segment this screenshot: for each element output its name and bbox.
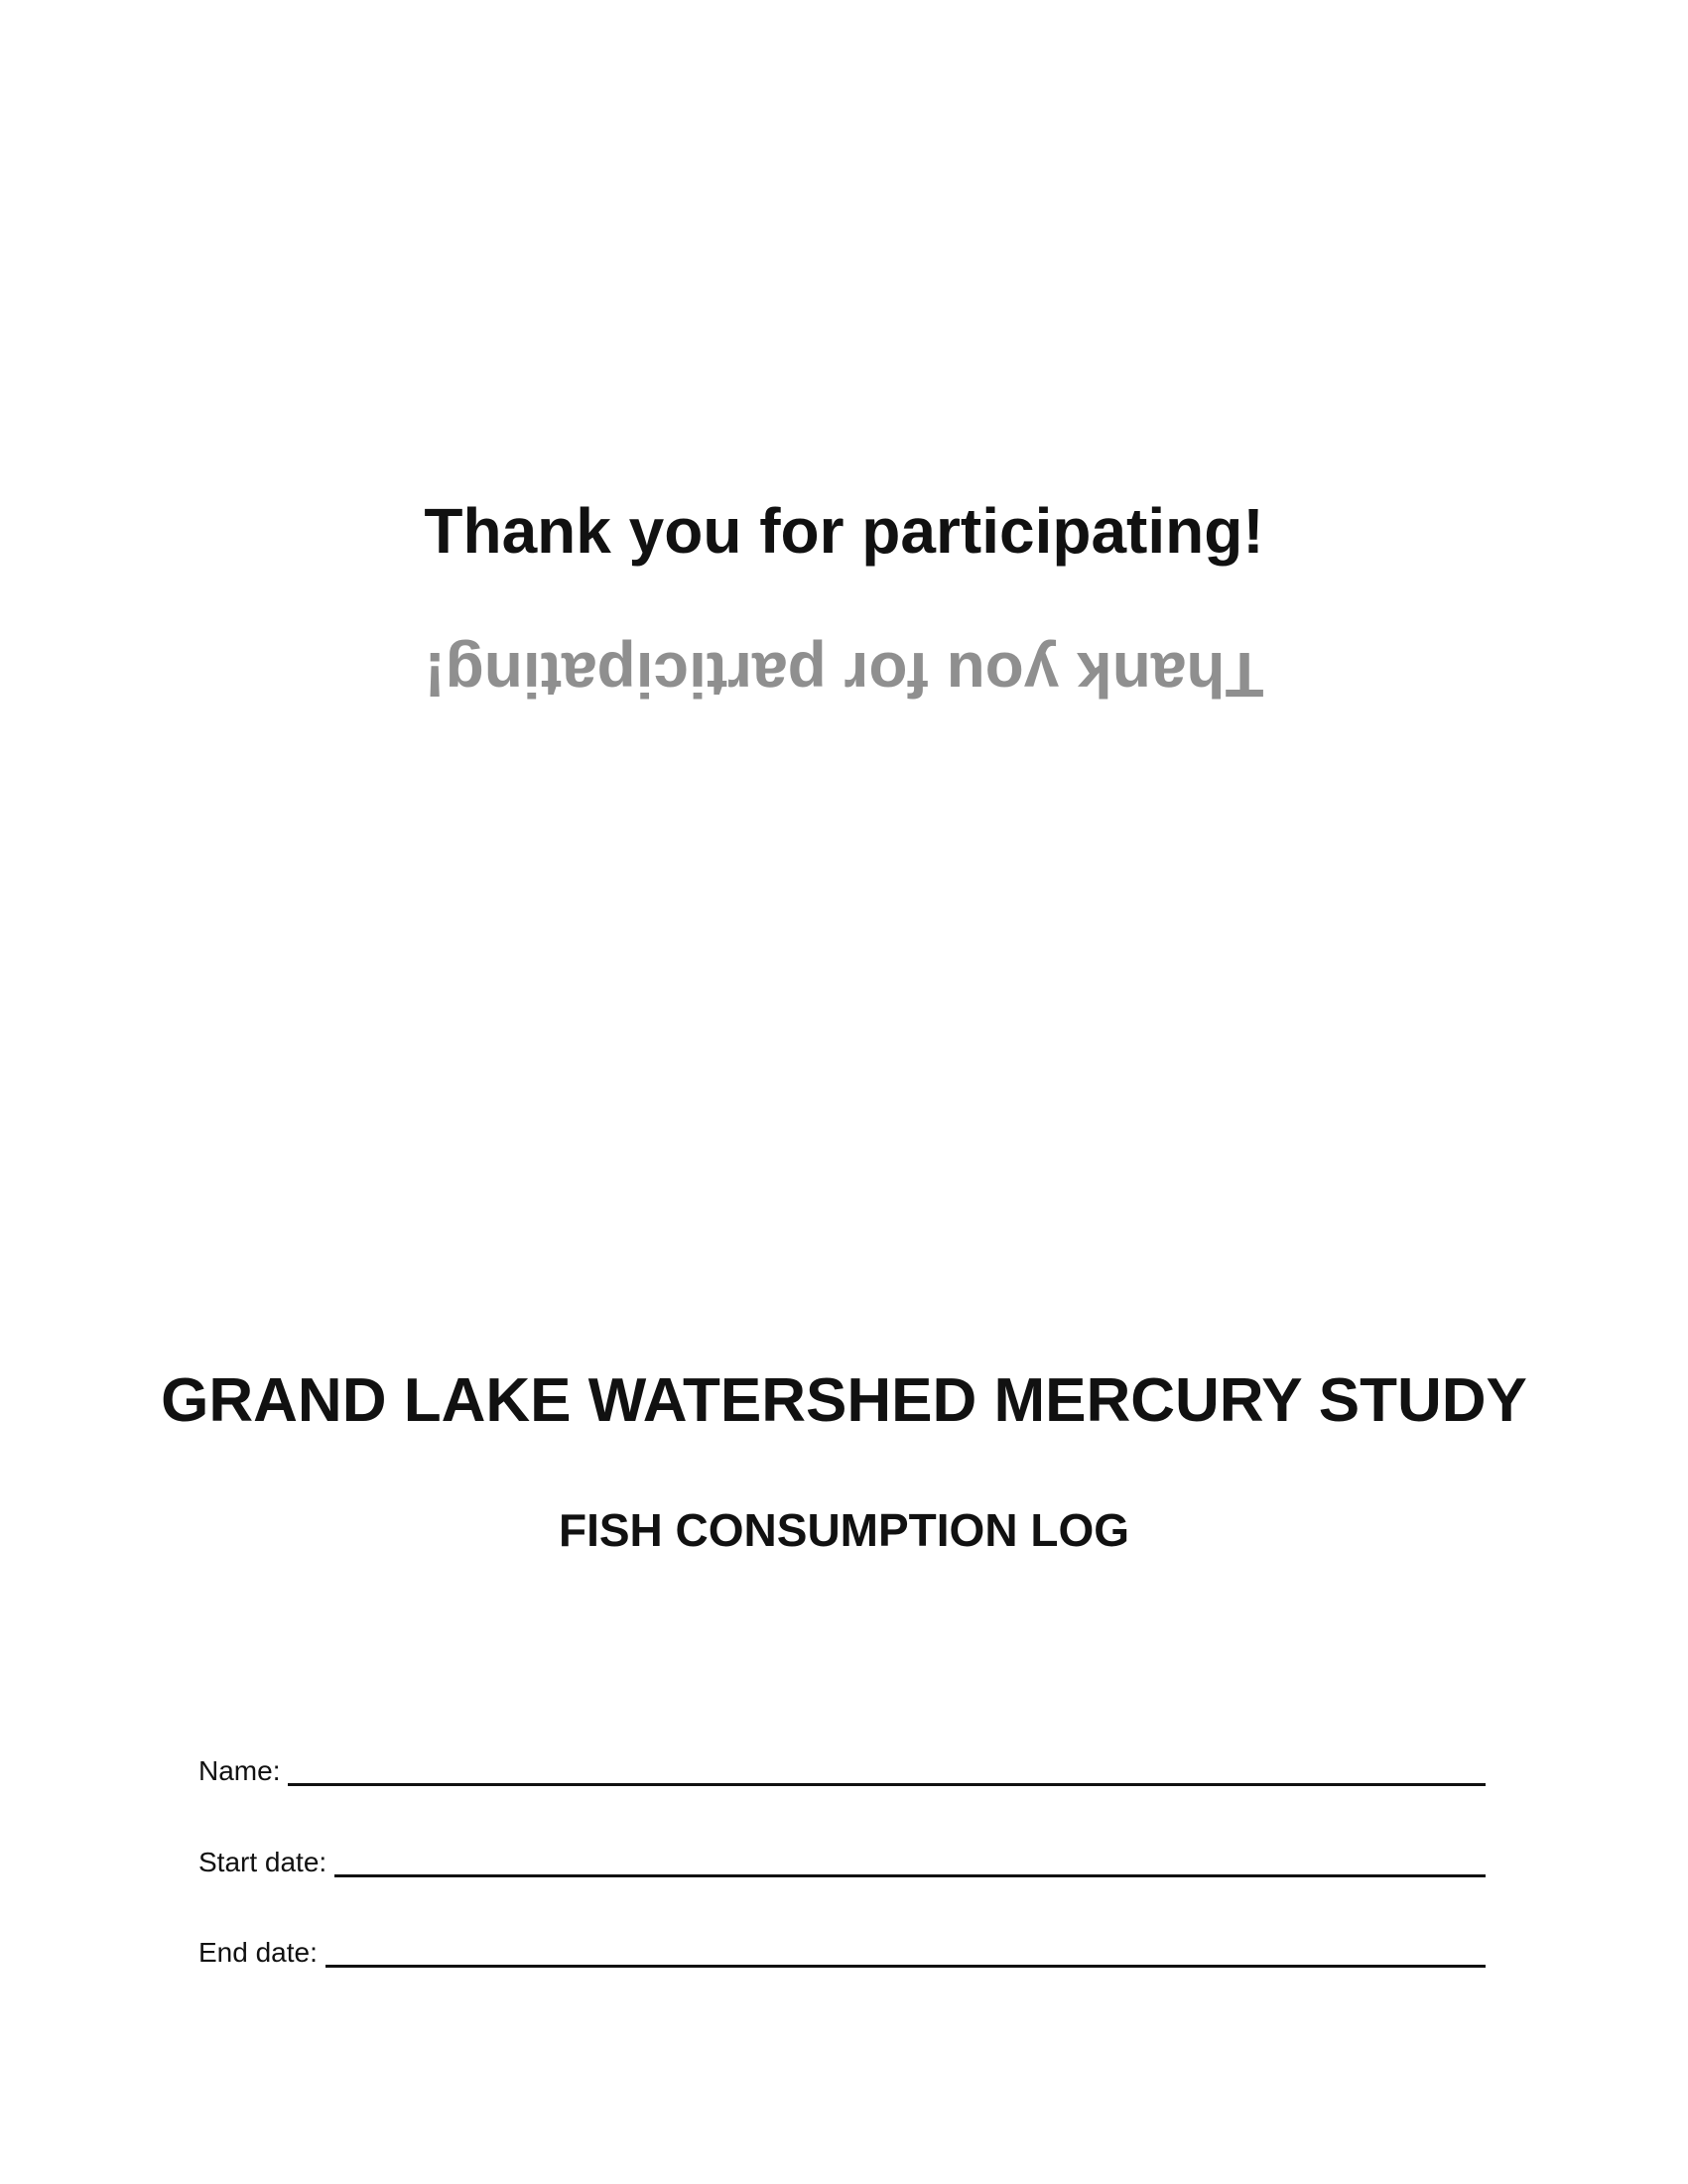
start-date-label: Start date: xyxy=(198,1847,327,1877)
name-field[interactable] xyxy=(198,1740,1486,1790)
start-date-input-line[interactable] xyxy=(334,1845,1486,1877)
study-title: GRAND LAKE WATERSHED MERCURY STUDY xyxy=(161,1366,1527,1435)
name-label: Name: xyxy=(198,1755,281,1786)
name-input-line[interactable] xyxy=(288,1753,1486,1786)
log-subtitle: FISH CONSUMPTION LOG xyxy=(559,1504,1129,1556)
end-date-label: End date: xyxy=(198,1937,318,1968)
end-date-input-line[interactable] xyxy=(325,1935,1486,1968)
thank-you-heading-upside-down: Thank you for participating! xyxy=(424,639,1264,710)
end-date-field[interactable] xyxy=(198,1922,1486,1972)
thank-you-heading: Thank you for participating! xyxy=(424,495,1264,567)
start-date-field[interactable] xyxy=(198,1832,1486,1881)
